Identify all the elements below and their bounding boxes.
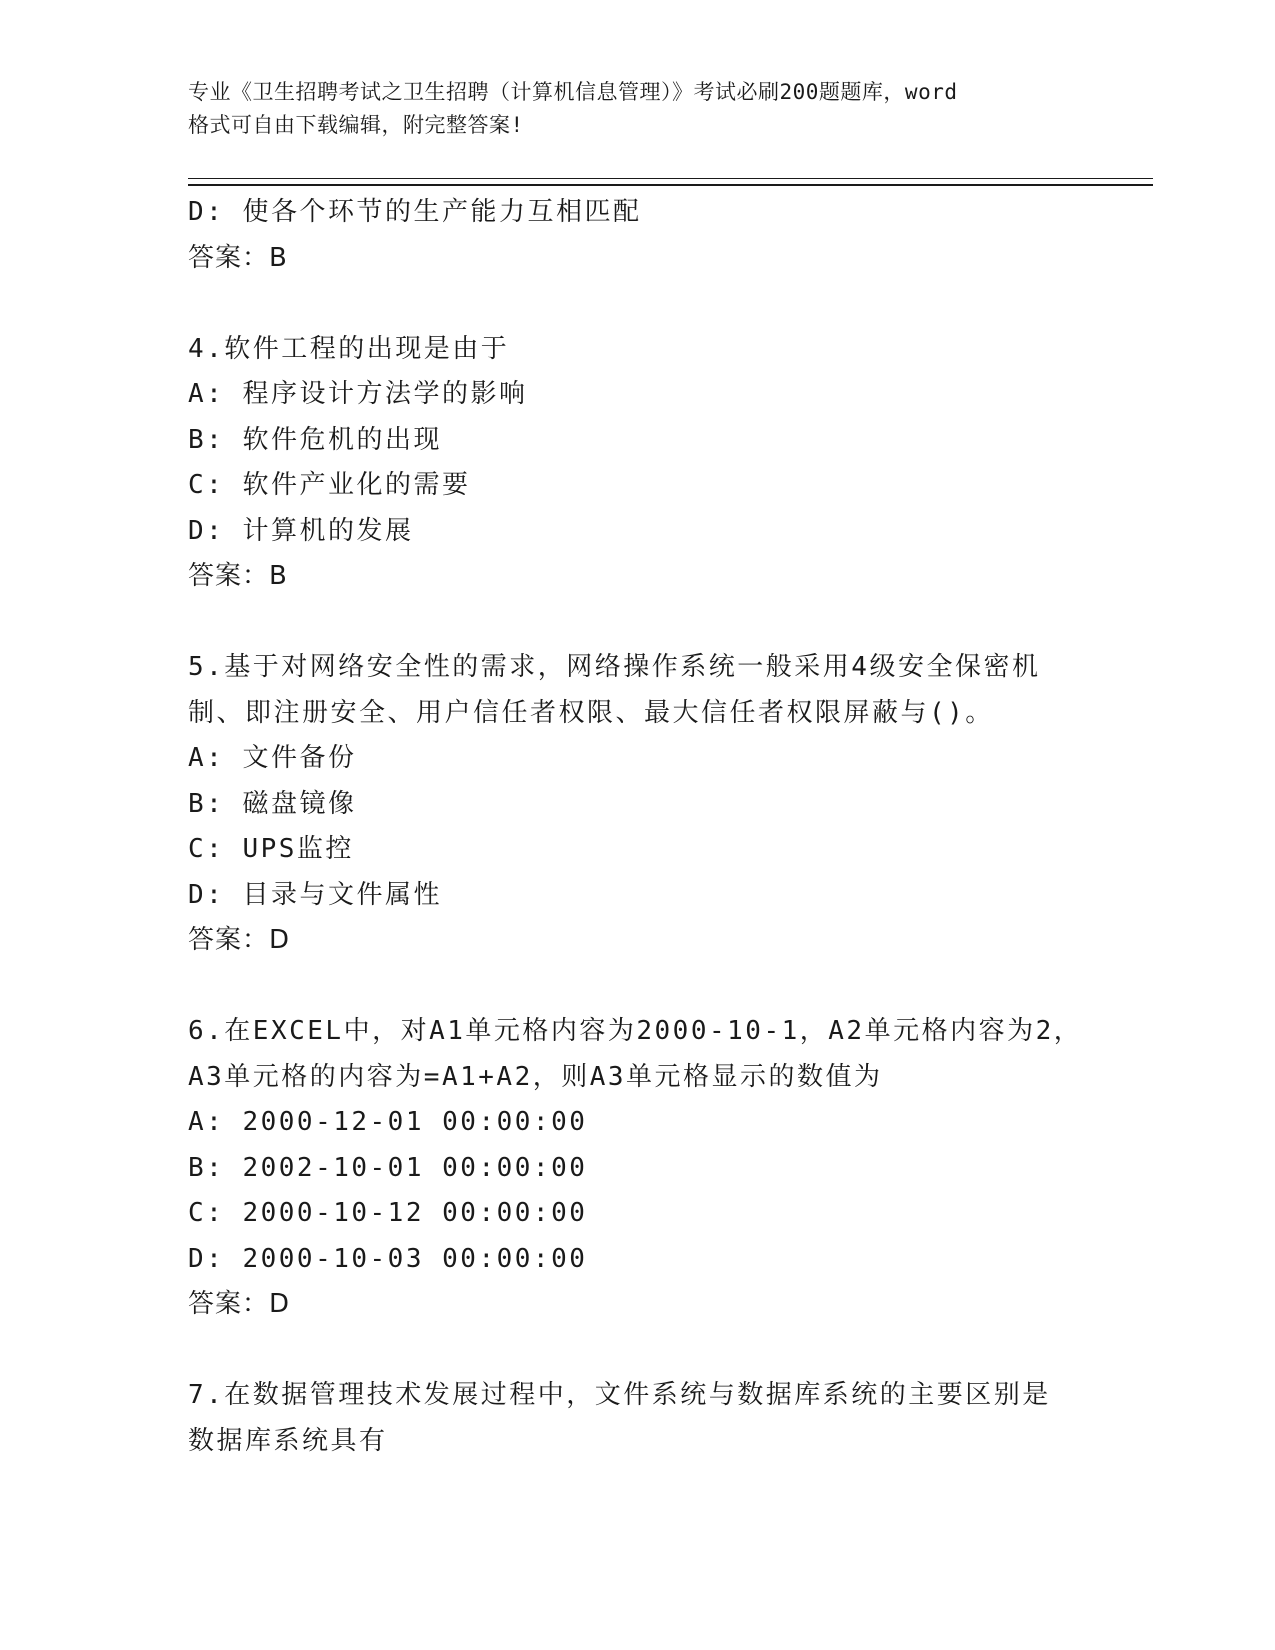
question-stem-line-2: A3单元格的内容为=A1+A2，则A3单元格显示的数值为	[188, 1061, 883, 1092]
spacer	[188, 600, 1088, 646]
option-b: B: 软件危机的出现	[188, 424, 442, 455]
spacer	[188, 281, 1088, 327]
question-3-tail	[188, 190, 1088, 281]
option-d: D: 2000-10-03 00:00:00	[188, 1243, 588, 1274]
question-stem: 4.软件工程的出现是由于	[188, 333, 510, 364]
question-stem-line-1: 5.基于对网络安全性的需求，网络操作系统一般采用4级安全保密机	[188, 652, 1041, 682]
answer: 答案：B	[188, 242, 288, 273]
header-divider	[188, 178, 1153, 186]
header-title-line-2: 格式可自由下载编辑，附完整答案!	[188, 113, 524, 137]
option-c: C: 2000-10-12 00:00:00	[188, 1198, 588, 1228]
answer: 答案：D	[188, 1289, 291, 1319]
answer: 答案：D	[188, 925, 291, 955]
question-6	[188, 1009, 1088, 1328]
option-c: C: UPS监控	[188, 834, 354, 864]
option-d: D: 计算机的发展	[188, 515, 414, 546]
document-header	[188, 76, 1098, 142]
option-b: B: 2002-10-01 00:00:00	[188, 1152, 588, 1183]
question-stem-line-1: 7.在数据管理技术发展过程中，文件系统与数据库系统的主要区别是	[188, 1380, 1051, 1410]
question-5	[188, 645, 1088, 964]
spacer	[188, 964, 1088, 1010]
question-4	[188, 327, 1088, 600]
option-a: A: 程序设计方法学的影响	[188, 379, 528, 409]
question-7	[188, 1373, 1088, 1464]
option-d: D: 使各个环节的生产能力互相匹配	[188, 197, 642, 227]
answer: 答案：B	[188, 561, 288, 591]
option-a: A: 文件备份	[188, 743, 357, 773]
option-b: B: 磁盘镜像	[188, 788, 357, 819]
option-c: C: 软件产业化的需要	[188, 470, 471, 500]
option-d: D: 目录与文件属性	[188, 879, 442, 910]
spacer	[188, 1328, 1088, 1374]
question-stem-line-1: 6.在EXCEL中，对A1单元格内容为2000-10-1，A2单元格内容为2，	[188, 1016, 1083, 1046]
question-stem-line-2: 数据库系统具有	[188, 1425, 388, 1456]
question-stem-line-2: 制、即注册安全、用户信任者权限、最大信任者权限屏蔽与()。	[188, 697, 994, 728]
option-a: A: 2000-12-01 00:00:00	[188, 1107, 588, 1137]
header-title-line-1: 专业《卫生招聘考试之卫生招聘（计算机信息管理）》考试必刷200题题库，word	[188, 80, 958, 104]
question-list	[188, 190, 1088, 1464]
